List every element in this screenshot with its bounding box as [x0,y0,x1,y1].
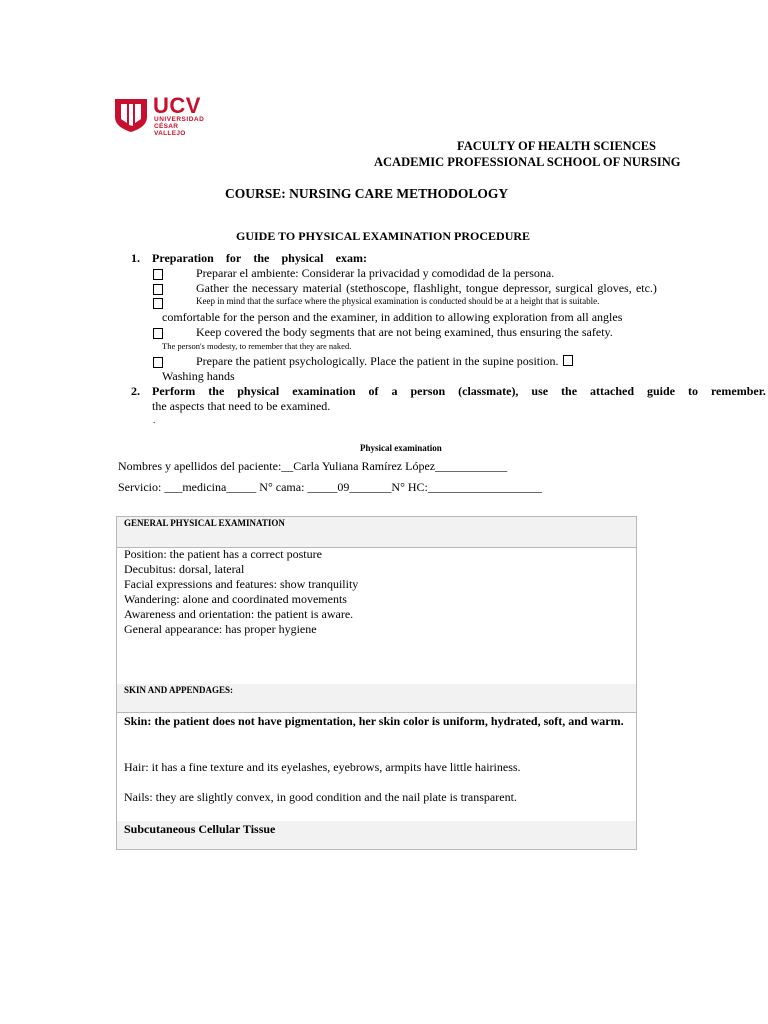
material-word: flashlight, [413,281,462,295]
material-word: depressor, [502,281,552,295]
table-divider [117,712,636,713]
section2-title-word: physical [237,384,280,398]
material-word: necessary [251,281,299,295]
general-item-awareness: Awareness and orientation: the patient is aware. [124,607,354,621]
section2-title-word: a [391,384,398,398]
patient-name-line: Nombres y apellidos del paciente:__Carla Yuliana Ramírez López____________ [118,459,508,473]
hair-text: Hair: it has a fine texture and its eyelashes, eyebrows, armpits have little hairiness. [124,760,521,774]
subcutaneous-header-row [117,821,636,849]
material-word: tongue [465,281,499,295]
guide-title: GUIDE TO PHYSICAL EXAMINATION PROCEDURE [236,229,531,243]
prep-item-psychological [196,354,573,369]
material-word: gloves, [597,281,632,295]
section2-title-word: remember. [710,384,766,398]
material-word: etc.) [635,281,657,295]
skin-header: SKIN AND APPENDAGES: [124,685,234,695]
ucv-shield-icon [113,97,149,133]
checkbox-bullet-icon [563,355,573,366]
section2-title [152,384,766,399]
checkbox-bullet-icon [153,357,163,368]
service-line: Servicio: ___medicina_____ N° cama: _____09_______N° HC:___________________ [118,480,542,494]
section2-title-word: of [368,384,379,398]
skin-text: Skin: the patient does not have pigmentation, her skin color is uniform, hydrated, soft, and warm. [124,714,624,728]
material-word: the [232,281,248,295]
general-item-facial: Facial expressions and features: show tranquility [124,577,359,591]
nails-text: Nails: they are slightly convex, in good condition and the nail plate is transparent. [124,790,517,804]
general-header-row [117,517,636,547]
section2-title-word: use [531,384,549,398]
section1-number: 1. [131,251,140,265]
exam-table [116,516,637,850]
subcutaneous-header: Subcutaneous Cellular Tissue [124,822,276,836]
skin-header-row [117,684,636,712]
logo-subtitle-2: CÉSAR VALLEJO [154,123,186,137]
section1-title-word: physical [281,251,324,265]
checkbox-bullet-icon [153,284,163,295]
section1-title-word: the [253,251,270,265]
general-item-position: Position: the patient has a correct posture [124,547,322,561]
prep-item-covered-cont: The person's modesty, to remember that they are naked. [162,341,352,351]
checkbox-bullet-icon [153,269,163,280]
ucv-logo [113,93,211,137]
prep-item-washing: Washing hands [162,369,235,383]
material-word: Gather [196,281,229,295]
school-heading: ACADEMIC PROFESSIONAL SCHOOL OF NURSING [374,155,681,169]
prep-item-surface: Keep in mind that the surface where the physical examination is conducted should be at a height that is suitable. [196,296,600,306]
prep-item-environment: Preparar el ambiente: Considerar la privacidad y comodidad de la persona. [196,266,555,280]
section1-title-word: exam: [335,251,367,265]
material-word: material [302,281,342,295]
section2-title-word: the [561,384,578,398]
general-item-wandering: Wandering: alone and coordinated movements [124,592,347,606]
prep-item-covered: Keep covered the body segments that are not being examined, thus ensuring the safety. [196,325,613,339]
prep-item-material [196,281,657,296]
prep-item-surface-cont: comfortable for the person and the examiner, in addition to allowing exploration from all angles [162,310,623,324]
material-word: surgical [555,281,594,295]
general-item-appearance: General appearance: has proper hygiene [124,622,317,636]
section2-title-word: to [687,384,698,398]
section2-title-word: person [410,384,446,398]
section2-title-word: Perform [152,384,196,398]
section1-title-word: for [225,251,242,265]
general-header: GENERAL PHYSICAL EXAMINATION [124,518,285,528]
section2-number: 2. [131,384,140,398]
course-heading: COURSE: NURSING CARE METHODOLOGY [225,186,509,201]
section2-title-word: guide [646,384,675,398]
material-word: (stethoscope, [346,281,410,295]
section2-dot: . [153,415,156,425]
logo-subtitle-1: UNIVERSIDAD [154,116,205,123]
section2-title-word: the [208,384,225,398]
checkbox-bullet-icon [153,298,163,309]
section2-line2: the aspects that need to be examined. [152,399,331,413]
section2-title-word: attached [590,384,635,398]
checkbox-bullet-icon [153,328,163,339]
section1-title-word: Preparation [152,251,214,265]
logo-wordmark: UCV [153,93,201,118]
prep-item-psychological-text: Prepare the patient psychologically. Place the patient in the supine position. [196,354,559,368]
faculty-heading: FACULTY OF HEALTH SCIENCES [457,139,657,153]
physical-exam-title: Physical examination [360,443,442,453]
section2-title-word: examination [292,384,356,398]
general-item-decubitus: Decubitus: dorsal, lateral [124,562,245,576]
section2-title-word: (classmate), [458,384,519,398]
section1-title [152,251,367,266]
